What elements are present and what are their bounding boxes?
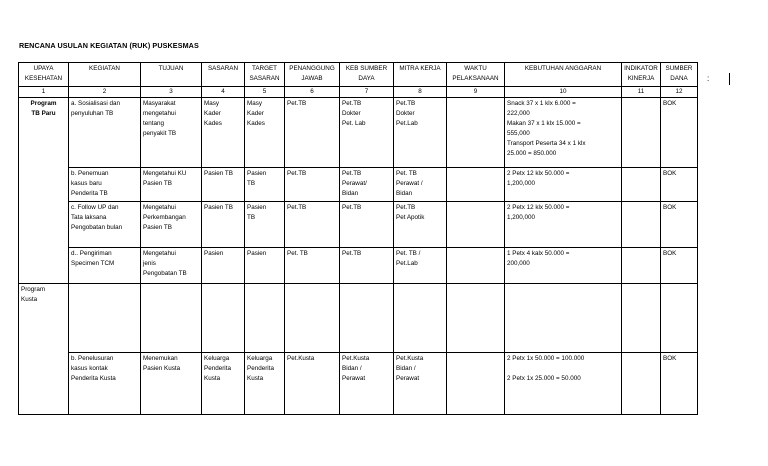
side-mark: : [707, 74, 710, 83]
empty-cell [661, 284, 698, 353]
cell-dana-line: BOK [663, 250, 677, 257]
column-header [202, 63, 245, 87]
cell-indikator [622, 202, 661, 248]
column-header [447, 63, 505, 87]
cell-target [245, 248, 285, 284]
cell-sasaran-line: Kusta [204, 375, 221, 382]
empty-cell [245, 284, 285, 353]
cell-anggaran [505, 353, 622, 415]
cell-target-line: Kades [247, 120, 265, 127]
program-kusta-cell [19, 284, 69, 415]
program-tb-cell-line: Program [30, 100, 57, 107]
cell-anggaran-line: Transport Peserta 34 x 1 klx [507, 140, 586, 147]
column-header-line: KEBUTUHAN ANGGARAN [524, 65, 602, 72]
column-header-line: KINERJA [627, 75, 655, 82]
cell-kegiatan [69, 353, 141, 415]
cell-mitra-line: Perawat [396, 375, 420, 382]
cell-sasaran [202, 202, 245, 248]
cell-keb-line: Pet.Kusta [342, 355, 370, 362]
cell-kegiatan [69, 168, 141, 202]
cell-tujuan-line: Masyarakat [143, 100, 176, 107]
cell-sasaran-line: Penderita [204, 365, 231, 372]
column-number: 8 [394, 87, 447, 98]
cell-kegiatan-line: Pengobatan bulan [71, 224, 123, 231]
table-row [19, 248, 698, 284]
empty-cell [447, 284, 505, 353]
program-tb-cell-line: TB Paru [31, 110, 56, 117]
cell-anggaran [505, 202, 622, 248]
cell-kegiatan-line: a. Sosialisasi dan [71, 100, 121, 107]
cell-dana [661, 202, 698, 248]
cell-mitra [394, 168, 447, 202]
column-number: 6 [285, 87, 340, 98]
text-cursor [729, 73, 730, 85]
cell-kegiatan-line: c. Follow UP dan [71, 204, 119, 211]
cell-pj-line: Pet.Kusta [287, 355, 315, 362]
cell-keb-line: Pet.TB [342, 250, 362, 257]
column-header [340, 63, 394, 87]
cell-mitra-line: Pet.Kusta [396, 355, 424, 362]
column-header [285, 63, 340, 87]
cell-tujuan [141, 98, 202, 168]
cell-kegiatan-line: kasus kontak [71, 365, 108, 372]
cell-mitra-line: Bidan [396, 190, 413, 197]
cell-tujuan-line: Mengetahui [143, 204, 176, 211]
column-number: 10 [505, 87, 622, 98]
cell-keb-line: Pet.TB [342, 170, 362, 177]
cell-waktu [447, 98, 505, 168]
column-header [245, 63, 285, 87]
cell-tujuan-line: Pasien TB [143, 180, 172, 187]
column-header-line: MITRA KERJA [399, 65, 441, 72]
cell-keb-line: Perawat [342, 375, 366, 382]
cell-kegiatan [69, 98, 141, 168]
column-number: 2 [69, 87, 141, 98]
cell-waktu [447, 248, 505, 284]
cell-tujuan-line: Perkembangan [143, 214, 186, 221]
table-row [19, 168, 698, 202]
cell-tujuan [141, 248, 202, 284]
cell-keb [340, 98, 394, 168]
cell-sasaran [202, 248, 245, 284]
cell-sasaran-line: Pasien [204, 250, 224, 257]
cell-keb [340, 168, 394, 202]
cell-tujuan [141, 353, 202, 415]
cell-sasaran-line: Kades [204, 120, 222, 127]
empty-cell [141, 284, 202, 353]
cell-kegiatan-line: Penderita Kusta [71, 375, 116, 382]
empty-cell [340, 284, 394, 353]
cell-keb-line: Bidan [342, 190, 359, 197]
column-header-line: KEGIATAN [89, 65, 120, 72]
cell-anggaran-line: 25.000 = 850.000 [507, 150, 557, 157]
cell-waktu [447, 353, 505, 415]
cell-tujuan-line: jenis [143, 260, 156, 267]
cell-mitra-line: Pet.TB [396, 100, 416, 107]
column-number: 5 [245, 87, 285, 98]
program-kusta-cell-line: Program [21, 286, 46, 293]
cell-kegiatan [69, 248, 141, 284]
column-header-line: PELAKSANAAN [452, 75, 499, 82]
column-header-line: SUMBER [665, 65, 693, 72]
cell-target [245, 202, 285, 248]
cell-waktu [447, 202, 505, 248]
cell-target-line: TB [247, 180, 256, 187]
cell-waktu [447, 168, 505, 202]
ruk-table [18, 62, 698, 415]
cell-anggaran-line: 2 Petx 12 klx 50.000 = [507, 170, 570, 177]
document-title: RENCANA USULAN KEGIATAN (RUK) PUSKESMAS [19, 41, 199, 50]
cell-kegiatan-line: penyuluhan TB [71, 110, 114, 117]
cell-anggaran [505, 168, 622, 202]
cell-dana-line: BOK [663, 355, 677, 362]
column-number-row [19, 87, 698, 98]
empty-cell [202, 284, 245, 353]
cell-target-line: Keluarga [247, 355, 273, 362]
cell-anggaran-line: 2 Petx 12 klx 50.000 = [507, 204, 570, 211]
table-row-empty [19, 284, 698, 353]
column-header-line: DAYA [358, 75, 375, 82]
cell-tujuan-line: Mengetahui KU [143, 170, 187, 177]
column-header-line: KESEHATAN [24, 75, 63, 82]
cell-tujuan [141, 202, 202, 248]
empty-cell [69, 284, 141, 353]
cell-sasaran-line: Pasien TB [204, 170, 233, 177]
cell-dana [661, 353, 698, 415]
cell-keb [340, 248, 394, 284]
cell-mitra-line: Pet.Lab [396, 260, 418, 267]
column-number: 4 [202, 87, 245, 98]
cell-dana [661, 168, 698, 202]
cell-anggaran-line: Snack 37 x 1 klx 6.000 = [507, 100, 576, 107]
column-header-line: TARGET [251, 65, 278, 72]
table-row [19, 98, 698, 168]
cell-pj [285, 353, 340, 415]
cell-target-line: Penderita [247, 365, 274, 372]
cell-dana-line: BOK [663, 100, 677, 107]
cell-keb-line: Dokter [342, 110, 361, 117]
cell-keb-line: Pet. Lab [342, 120, 366, 127]
cell-tujuan [141, 168, 202, 202]
cell-target [245, 353, 285, 415]
cell-kegiatan-line: kasus baru [71, 180, 102, 187]
cell-indikator [622, 168, 661, 202]
cell-anggaran-line: 555,000 [507, 130, 530, 137]
cell-dana [661, 98, 698, 168]
column-header-line: JAWAB [301, 75, 323, 82]
cell-kegiatan-line: Penderita TB [71, 190, 108, 197]
cell-mitra-line: Perawat / [396, 180, 423, 187]
column-number: 3 [141, 87, 202, 98]
column-number: 9 [447, 87, 505, 98]
cell-keb-line: Bidan / [342, 365, 362, 372]
cell-keb [340, 353, 394, 415]
cell-tujuan-line: mengetahui [143, 110, 176, 117]
cell-pj [285, 248, 340, 284]
cell-indikator [622, 353, 661, 415]
cell-pj [285, 202, 340, 248]
cell-target-line: Pasien [247, 204, 267, 211]
cell-dana-line: BOK [663, 170, 677, 177]
column-header [141, 63, 202, 87]
column-header-line: INDIKATOR [624, 65, 658, 72]
cell-tujuan-line: Pengobatan TB [143, 270, 187, 277]
cell-kegiatan-line: d.. Pengiriman [71, 250, 112, 257]
cell-kegiatan-line: Specimen TCM [71, 260, 115, 267]
cell-indikator [622, 98, 661, 168]
cell-indikator [622, 248, 661, 284]
cell-kegiatan [69, 202, 141, 248]
cell-mitra-line: Pet Apotik [396, 214, 425, 221]
column-header [69, 63, 141, 87]
cell-pj-line: Pet. TB [287, 250, 308, 257]
cell-target-line: Pasien [247, 250, 267, 257]
column-number: 12 [661, 87, 698, 98]
column-number: 1 [19, 87, 69, 98]
cell-dana-line: BOK [663, 204, 677, 211]
column-header [622, 63, 661, 87]
program-tb-cell [19, 98, 69, 284]
cell-anggaran-line: 200,000 [507, 260, 530, 267]
cell-pj-line: Pet.TB [287, 204, 307, 211]
cell-tujuan-line: Menemukan [143, 355, 178, 362]
cell-anggaran-line: 222,000 [507, 110, 530, 117]
cell-tujuan-line: Pasien Kusta [143, 365, 181, 372]
cell-anggaran-line: 2 Petx 1x 25.000 = 50.000 [507, 375, 581, 382]
cell-sasaran-line: Kader [204, 110, 221, 117]
column-header-line: WAKTU [464, 65, 487, 72]
cell-anggaran [505, 248, 622, 284]
cell-pj [285, 168, 340, 202]
cell-keb-line: Pet.TB [342, 100, 362, 107]
cell-target-line: Kader [247, 110, 264, 117]
cell-mitra-line: Pet. TB / [396, 250, 421, 257]
cell-keb-line: Perawat/ [342, 180, 367, 187]
empty-cell [505, 284, 622, 353]
cell-pj-line: Pet.TB [287, 170, 307, 177]
cell-target [245, 98, 285, 168]
cell-anggaran-line: 1,200,000 [507, 214, 536, 221]
column-number: 11 [622, 87, 661, 98]
cell-pj-line: Pet.TB [287, 100, 307, 107]
cell-keb-line: Pet.TB [342, 204, 362, 211]
column-number: 7 [340, 87, 394, 98]
cell-target-line: Kusta [247, 375, 264, 382]
cell-mitra [394, 353, 447, 415]
cell-mitra-line: Pet. TB [396, 170, 417, 177]
cell-sasaran [202, 168, 245, 202]
cell-mitra [394, 202, 447, 248]
cell-target-line: Pasien [247, 170, 267, 177]
cell-tujuan-line: penyakit TB [143, 130, 177, 137]
cell-anggaran-line [507, 364, 619, 374]
cell-target-line: Masy [247, 100, 263, 107]
cell-anggaran-line: 2 Petx 1x 50.000 = 100.000 [507, 355, 585, 362]
column-header-line: TUJUAN [158, 65, 184, 72]
cell-sasaran-line: Keluarga [204, 355, 230, 362]
cell-anggaran-line: 1,200,000 [507, 180, 536, 187]
cell-mitra [394, 98, 447, 168]
column-header-line: KEB SUMBER [345, 65, 388, 72]
cell-anggaran-line: Makan 37 x 1 klx 15.000 = [507, 120, 581, 127]
cell-target-line: TB [247, 214, 256, 221]
cell-mitra-line: Dokter [396, 110, 415, 117]
cell-sasaran [202, 353, 245, 415]
cell-target [245, 168, 285, 202]
column-header [505, 63, 622, 87]
cell-tujuan-line: Mengetahui [143, 250, 176, 257]
cell-anggaran-line: 1 Petx 4 kalx 50.000 = [507, 250, 570, 257]
column-header-line: DANA [670, 75, 688, 82]
program-kusta-cell-line: Kusta [21, 296, 38, 303]
empty-cell [622, 284, 661, 353]
cell-mitra-line: Pet.Lab [396, 120, 418, 127]
column-header-line: UPAYA [33, 65, 54, 72]
cell-mitra [394, 248, 447, 284]
cell-keb [340, 202, 394, 248]
cell-pj [285, 98, 340, 168]
column-header-line: PENANGGUNG [289, 65, 335, 72]
cell-tujuan-line: Pasien TB [143, 224, 172, 231]
cell-mitra-line: Bidan / [396, 365, 416, 372]
cell-kegiatan-line: b. Penemuan [71, 170, 109, 177]
column-header-line: SASARAN [207, 65, 239, 72]
cell-anggaran [505, 98, 622, 168]
cell-kegiatan-line: b. Penelusuran [71, 355, 114, 362]
cell-tujuan-line: tentang [143, 120, 165, 127]
cell-mitra-line: Pet.TB [396, 204, 416, 211]
column-header [661, 63, 698, 87]
cell-sasaran [202, 98, 245, 168]
column-header [394, 63, 447, 87]
header-row [19, 63, 698, 87]
column-header-line: SASARAN [249, 75, 280, 82]
column-header [19, 63, 69, 87]
cell-kegiatan-line: Tata laksana [71, 214, 107, 221]
empty-cell [285, 284, 340, 353]
table-row [19, 202, 698, 248]
cell-sasaran-line: Masy [204, 100, 220, 107]
table-row [19, 353, 698, 415]
cell-sasaran-line: Pasien TB [204, 204, 233, 211]
cell-dana [661, 248, 698, 284]
empty-cell [394, 284, 447, 353]
